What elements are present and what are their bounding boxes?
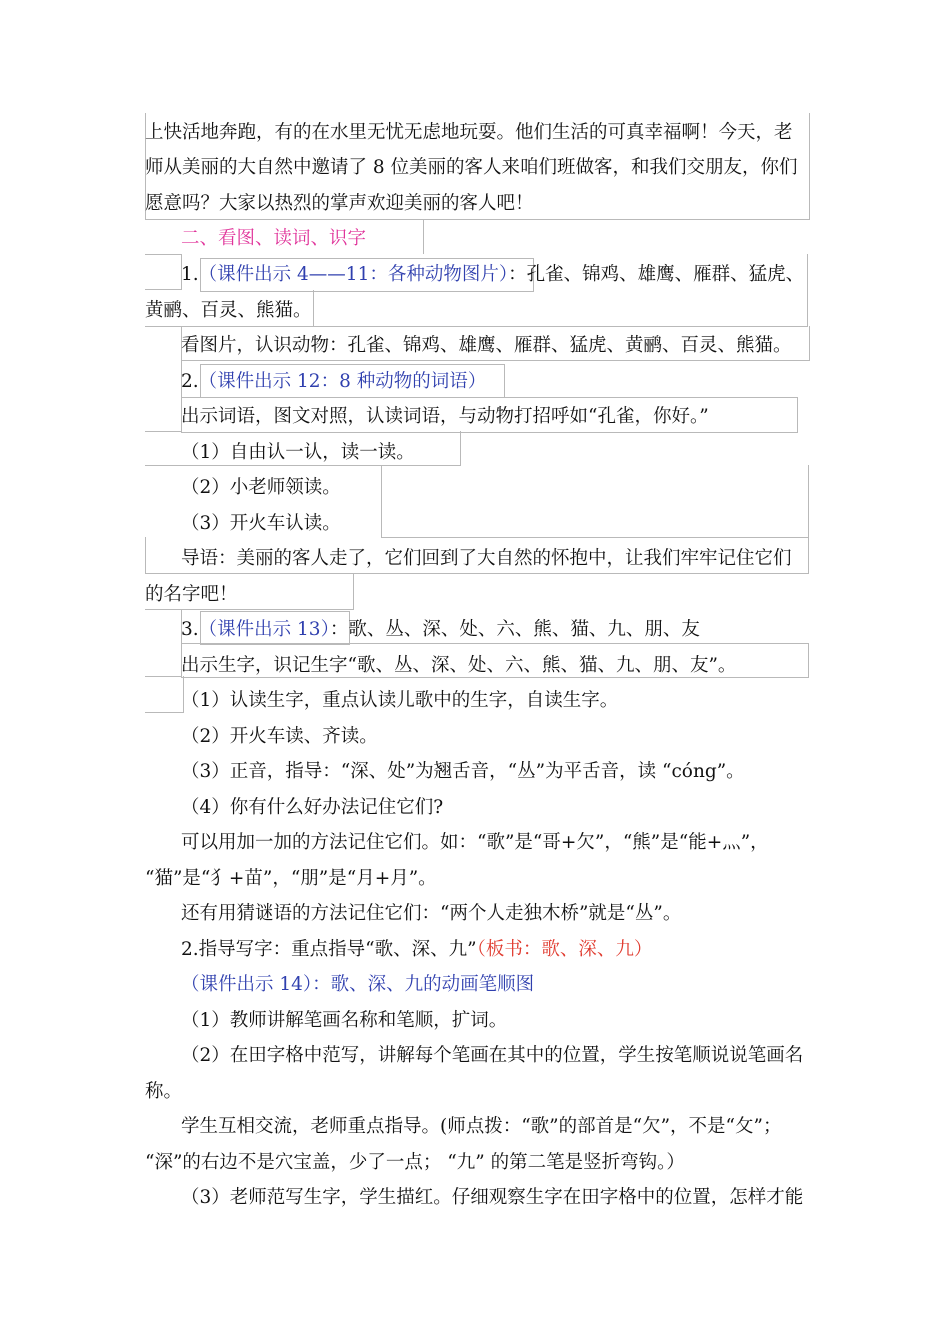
- text-line: [145, 1147, 685, 1179]
- text-line: [181, 827, 769, 859]
- text-span: 黄鹂、百灵、熊猫。: [145, 300, 312, 321]
- text-span: （1）认读生字，重点认读儿歌中的生字，自读生字。: [181, 690, 619, 711]
- text-span: 2.指导写字：重点指导“歌、深、九”: [181, 939, 477, 960]
- text-line: [145, 1076, 182, 1108]
- text-span: 2.: [181, 371, 199, 392]
- text-span: 二、看图、读词、识字: [181, 228, 367, 249]
- text-span: （1）自由认一认，读一读。: [181, 442, 415, 463]
- text-line: [145, 863, 437, 895]
- text-span: （3）老师范写生字，学生描红。仔细观察生字在田字格中的位置，怎样才能: [181, 1187, 804, 1208]
- text-line: [181, 1040, 803, 1072]
- text-span: （2）在田字格中范写，讲解每个笔画在其中的位置，学生按笔顺说说笔画名: [181, 1045, 804, 1066]
- text-line: [181, 543, 792, 575]
- text-span: （课件出示 4——11：各种动物图片）: [198, 264, 509, 285]
- text-line: [181, 792, 443, 824]
- text-line: [181, 1111, 781, 1143]
- text-span: 出示词语，图文对照，认读词语，与动物打招呼如“孔雀，你好。”: [181, 406, 709, 427]
- text-span: 称。: [145, 1081, 183, 1102]
- text-span: 出示生字，识记生字“歌、丛、深、处、六、熊、猫、九、朋、友”。: [181, 655, 737, 676]
- frame-item3-under: [145, 676, 184, 713]
- text-line: [181, 1182, 803, 1214]
- text-line: [181, 650, 736, 682]
- text-span: 师从美丽的大自然中邀请了 8 位美丽的客人来咱们班做客，和我们交朋友，你们: [145, 157, 798, 178]
- text-line: [181, 508, 341, 540]
- text-span: 的名字吧！: [145, 584, 238, 605]
- text-span: 可以用加一加的方法记住它们。如：“歌”是“哥+欠”，“熊”是“能+灬”，: [181, 832, 769, 853]
- text-line: [145, 579, 238, 611]
- text-line: [181, 366, 486, 398]
- text-line: [181, 223, 366, 255]
- text-span: “猫”是“犭+苗”，“朋”是“月+月”。: [145, 868, 437, 889]
- text-span: 导语：美丽的客人走了，它们回到了大自然的怀抱中，让我们牢牢记住它们: [181, 548, 792, 569]
- text-span: 学生互相交流，老师重点指导。(师点拨：“歌”的部首是“欠”，不是“攵”；: [181, 1116, 782, 1137]
- text-span: 看图片，认识动物：孔雀、锦鸡、雄鹰、雁群、猛虎、黄鹂、百灵、熊猫。: [181, 335, 792, 356]
- text-line: [181, 437, 415, 469]
- text-line: [181, 1005, 507, 1037]
- text-line: [145, 188, 534, 220]
- text-span: （3）开火车认读。: [181, 513, 341, 534]
- text-line: [145, 117, 793, 149]
- text-line: [181, 969, 534, 1001]
- text-span: 愿意吗？大家以热烈的掌声欢迎美丽的客人吧！: [145, 193, 534, 214]
- text-span: “深”的右边不是穴宝盖，少了一点； “九” 的第二笔是竖折弯钩。）: [145, 1152, 685, 1173]
- text-span: ：歌、丛、深、处、六、熊、猫、九、朋、友: [329, 619, 700, 640]
- text-line: [181, 259, 804, 291]
- text-span: （课件出示 12：8 种动物的词语）: [198, 371, 487, 392]
- text-span: （2）开火车读、齐读。: [181, 726, 378, 747]
- text-span: 还有用猜谜语的方法记住它们：“两个人走独木桥”就是“丛”。: [181, 903, 682, 924]
- text-span: （课件出示 14）：歌、深、九的动画笔顺图: [181, 974, 535, 995]
- text-line: [145, 295, 312, 327]
- text-span: 上快活地奔跑，有的在水里无忧无虑地玩耍。他们生活的可真幸福啊！今天，老: [145, 122, 793, 143]
- frame-item2-left: [145, 326, 182, 432]
- text-line: [145, 152, 798, 184]
- text-span: （1）教师讲解笔画名称和笔顺，扩词。: [181, 1010, 508, 1031]
- text-line: [181, 472, 341, 504]
- text-span: 1.: [181, 264, 199, 285]
- text-span: 3.: [181, 619, 199, 640]
- frame-sub23: [381, 465, 809, 538]
- text-line: [181, 898, 681, 930]
- frame-item3-left: [145, 609, 182, 677]
- text-span: （3）正音，指导：“深、处”为翘舌音，“丛”为平舌音，读 “cóng”。: [181, 761, 745, 782]
- text-span: （板书：歌、深、九）: [476, 939, 653, 960]
- text-span: ：孔雀、锦鸡、雄鹰、雁群、猛虎、: [508, 264, 805, 285]
- text-line: [181, 401, 709, 433]
- text-line: [181, 756, 745, 788]
- text-line: [181, 934, 652, 966]
- text-span: （4）你有什么好办法记住它们?: [181, 797, 444, 818]
- text-line: [181, 721, 378, 753]
- text-span: （2）小老师领读。: [181, 477, 341, 498]
- text-line: [181, 614, 700, 646]
- text-line: [181, 330, 792, 362]
- text-span: （课件出示 13）: [198, 619, 330, 640]
- text-line: [181, 685, 618, 717]
